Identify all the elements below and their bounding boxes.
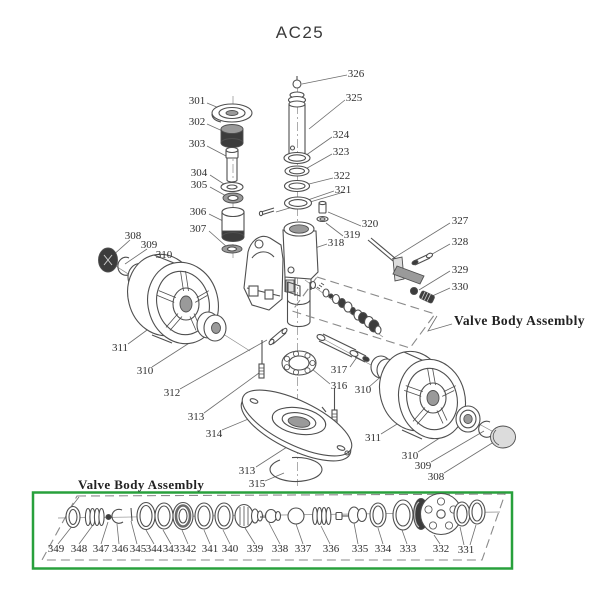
right-wheel-assembly bbox=[371, 344, 516, 448]
part-label-347: 347 bbox=[92, 543, 110, 555]
valve-parts-row bbox=[66, 494, 485, 535]
part-label-346: 346 bbox=[111, 543, 129, 555]
part-label-322: 322 bbox=[333, 170, 351, 182]
part-label-336: 336 bbox=[322, 543, 340, 555]
part-label-304: 304 bbox=[190, 167, 208, 179]
part-label-331: 331 bbox=[457, 544, 475, 556]
part-label-340: 340 bbox=[221, 543, 239, 555]
part-label-306: 306 bbox=[189, 206, 207, 218]
part-label-308: 308 bbox=[427, 471, 445, 483]
part-label-316: 316 bbox=[330, 380, 348, 392]
part-label-313: 313 bbox=[238, 465, 256, 477]
part-label-312: 312 bbox=[163, 387, 181, 399]
part-label-339: 339 bbox=[246, 543, 264, 555]
part-label-342: 342 bbox=[179, 543, 197, 555]
part-label-329: 329 bbox=[451, 264, 469, 276]
part-label-317: 317 bbox=[330, 364, 348, 376]
part-label-334: 334 bbox=[374, 543, 392, 555]
part-label-305: 305 bbox=[190, 179, 208, 191]
release-lever-parts bbox=[368, 238, 435, 304]
pump-body bbox=[244, 201, 328, 326]
part-label-323: 323 bbox=[332, 146, 350, 158]
part-label-320: 320 bbox=[361, 218, 379, 230]
part-label-310: 310 bbox=[155, 249, 173, 261]
part-label-314: 314 bbox=[205, 428, 223, 440]
part-label-302: 302 bbox=[188, 116, 206, 128]
part-label-313: 313 bbox=[187, 411, 205, 423]
part-label-332: 332 bbox=[432, 543, 450, 555]
valve-body-assembly-label-bottom: Valve Body Assembly bbox=[78, 477, 205, 492]
part-label-309: 309 bbox=[140, 239, 158, 251]
part-label-333: 333 bbox=[399, 543, 417, 555]
part-label-327: 327 bbox=[451, 215, 469, 227]
part-label-335: 335 bbox=[351, 543, 369, 555]
part-label-348: 348 bbox=[70, 543, 88, 555]
center-lower-parts bbox=[232, 327, 370, 481]
part-label-344: 344 bbox=[145, 543, 163, 555]
part-label-321: 321 bbox=[334, 184, 352, 196]
part-label-349: 349 bbox=[47, 543, 65, 555]
part-label-343: 343 bbox=[162, 543, 180, 555]
part-label-311: 311 bbox=[364, 432, 382, 444]
part-label-330: 330 bbox=[451, 281, 469, 293]
left-parts-column bbox=[212, 104, 252, 253]
part-label-308: 308 bbox=[124, 230, 142, 242]
part-label-326: 326 bbox=[347, 68, 365, 80]
part-label-301: 301 bbox=[188, 95, 206, 107]
page-title: AC25 bbox=[275, 23, 325, 42]
part-label-324: 324 bbox=[332, 129, 350, 141]
part-label-345: 345 bbox=[129, 543, 147, 555]
part-label-328: 328 bbox=[451, 236, 469, 248]
part-label-307: 307 bbox=[189, 223, 207, 235]
left-wheel-assembly bbox=[99, 247, 227, 351]
part-label-325: 325 bbox=[345, 92, 363, 104]
part-label-338: 338 bbox=[271, 543, 289, 555]
part-label-310: 310 bbox=[401, 450, 419, 462]
part-label-311: 311 bbox=[111, 342, 129, 354]
valve-body-assembly-label-right: Valve Body Assembly bbox=[454, 313, 585, 328]
part-label-315: 315 bbox=[248, 478, 266, 490]
part-label-337: 337 bbox=[294, 543, 312, 555]
part-label-319: 319 bbox=[343, 229, 361, 241]
part-label-303: 303 bbox=[188, 138, 206, 150]
part-label-341: 341 bbox=[201, 543, 219, 555]
part-label-309: 309 bbox=[414, 460, 432, 472]
centerlines bbox=[58, 88, 512, 518]
part-label-310: 310 bbox=[136, 365, 154, 377]
part-label-310: 310 bbox=[354, 384, 372, 396]
part-label-318: 318 bbox=[327, 237, 345, 249]
